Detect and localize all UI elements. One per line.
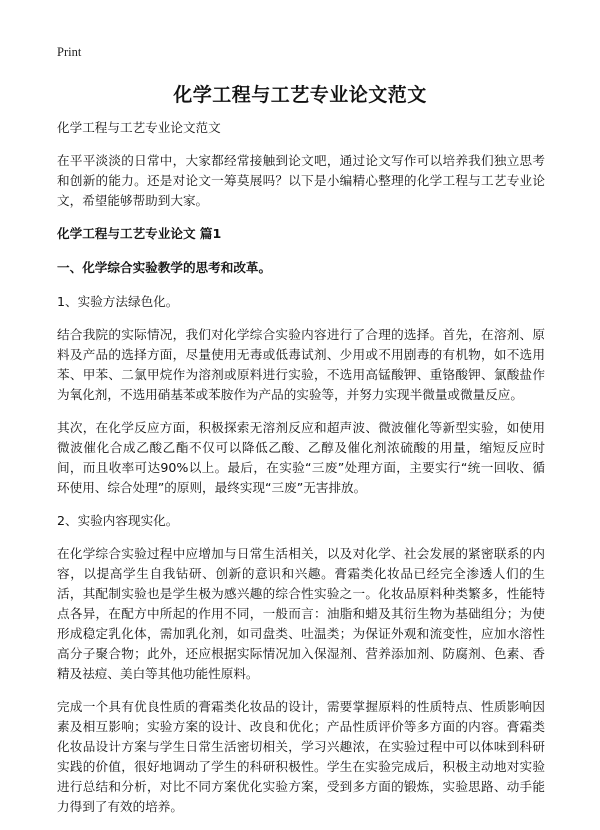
paragraph-3: 在化学综合实验过程中应增加与日常生活相关，以及对化学、社会发展的紧密联系的内容，以提高学生自我钻研、创新的意识和兴趣。膏霜类化妆品已经完全渗透人们的生活，其配制实验也是学生极为感兴趣的综合性实验之一。化妆品原料种类繁多，性能特点各异，在配方中所起的作用不同，一般而言：油脂和蜡及其衍生物为基础组分；为使形成稳定乳化体，需加乳化剂，如司盘类、吐温类；为保证外观和流变性，应加水溶性高分子聚合物；此外，还应根据实际情况加入保湿剂、营养添加剂、防腐剂、色素、香精及祛痘、美白等其他功能性原料。	[57, 546, 545, 681]
part-heading: 一、化学综合实验教学的思考和改革。	[57, 260, 272, 275]
document-body	[57, 118, 545, 830]
print-link[interactable]: Print	[57, 45, 82, 59]
paragraph-1: 结合我院的实际情况，我们对化学综合实验内容进行了合理的选择。首先，在溶剂、原料及产品的选择方面，尽量使用无毒或低毒试剂、少用或不用剧毒的有机物，如不选用苯、甲苯、二氯甲烷作为溶剂或原料进行实验，不选用高锰酸钾、重铬酸钾、氯酸盐作为氧化剂，不选用硝基苯或苯胺作为产品的实验等，并努力实现半微量或微量反应。	[57, 327, 545, 402]
document-title: 化学工程与工艺专业论文范文	[173, 84, 427, 106]
paragraph-4: 完成一个具有优良性质的膏霜类化妆品的设计，需要掌握原料的性质特点、性质影响因素及相互影响；实验方案的设计、改良和优化；产品性质评价等多方面的内容。膏霜类化妆品设计方案与学生日常生活密切相关，学习兴趣浓，在实验过程中可以体味到科研实践的价值，很好地调动了学生的科研积极性。学生在实验完成后，积极主动地对实验进行总结和分析，对比不同方案优化实验方案，受到多方面的锻炼，实验思路、动手能力得到了有效的培养。	[57, 699, 545, 814]
document-subtitle: 化学工程与工艺专业论文范文	[57, 120, 221, 135]
paragraph-2: 其次，在化学反应方面，积极探索无溶剂反应和超声波、微波催化等新型实验，如使用微波催化合成乙酸乙酯不仅可以降低乙酸、乙醇及催化剂浓硫酸的用量，缩短反应时间，而且收率可达90%以上。最后，在实验“三废”处理方面，主要实行“统一回收、循环使用、综合处理”的原则，最终实现“三废”无害排放。	[57, 420, 545, 495]
intro-paragraph: 在平平淡淡的日常中，大家都经常接触到论文吧，通过论文写作可以培养我们独立思考和创新的能力。还是对论文一筹莫展吗？以下是小编精心整理的化学工程与工艺专业论文，希望能够帮助到大家。	[57, 153, 545, 208]
section-heading: 化学工程与工艺专业论文 篇1	[57, 226, 222, 241]
item-heading-2: 2、实验内容现实化。	[57, 513, 179, 528]
item-heading-1: 1、实验方法绿色化。	[57, 294, 179, 309]
